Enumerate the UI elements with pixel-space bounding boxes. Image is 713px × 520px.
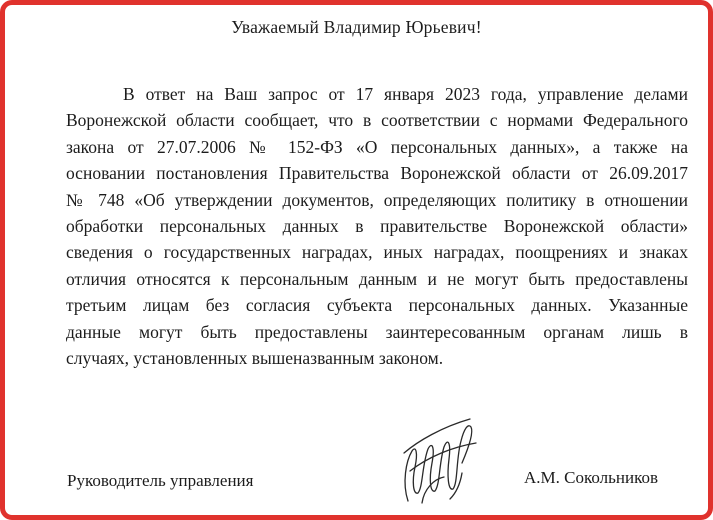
body-line: данные могут быть предоставлены заинтересованным органам лишь в [66,321,688,342]
body-line: Воронежской области сообщает, что в соответствии с нормами Федерального [66,110,688,131]
body-line: сведения о государственных наградах, иных наградах, поощрениях и знаках [66,242,688,263]
handwritten-signature-icon [398,413,480,509]
signatory-name: А.М. Сокольников [524,468,659,487]
body-line: третьим лицам без согласия субъекта персональных данных. Указанные [66,295,688,316]
body-line: закона от 27.07.2006 № 152-ФЗ «О персональных данных», а также на [66,136,688,157]
salutation: Уважаемый Владимир Юрьевич! [231,17,482,37]
signatory-title: Руководитель управления [67,471,254,490]
body-line: основании постановления Правительства Воронежской области от 26.09.2017 [66,163,688,184]
body-line: обработки персональных данных в правительстве Воронежской области» [66,216,688,237]
body-line: отличия относятся к персональным данным и не могут быть предоставлены [66,268,688,289]
letter-body [66,81,688,371]
body-line: № 748 «Об утверждении документов, определяющих политику в отношении [66,189,688,210]
body-line: В ответ на Ваш запрос от 17 января 2023 года, управление делами [123,84,688,104]
body-line: случаях, установленных вышеназванным законом. [66,348,444,369]
official-letter [5,5,708,515]
